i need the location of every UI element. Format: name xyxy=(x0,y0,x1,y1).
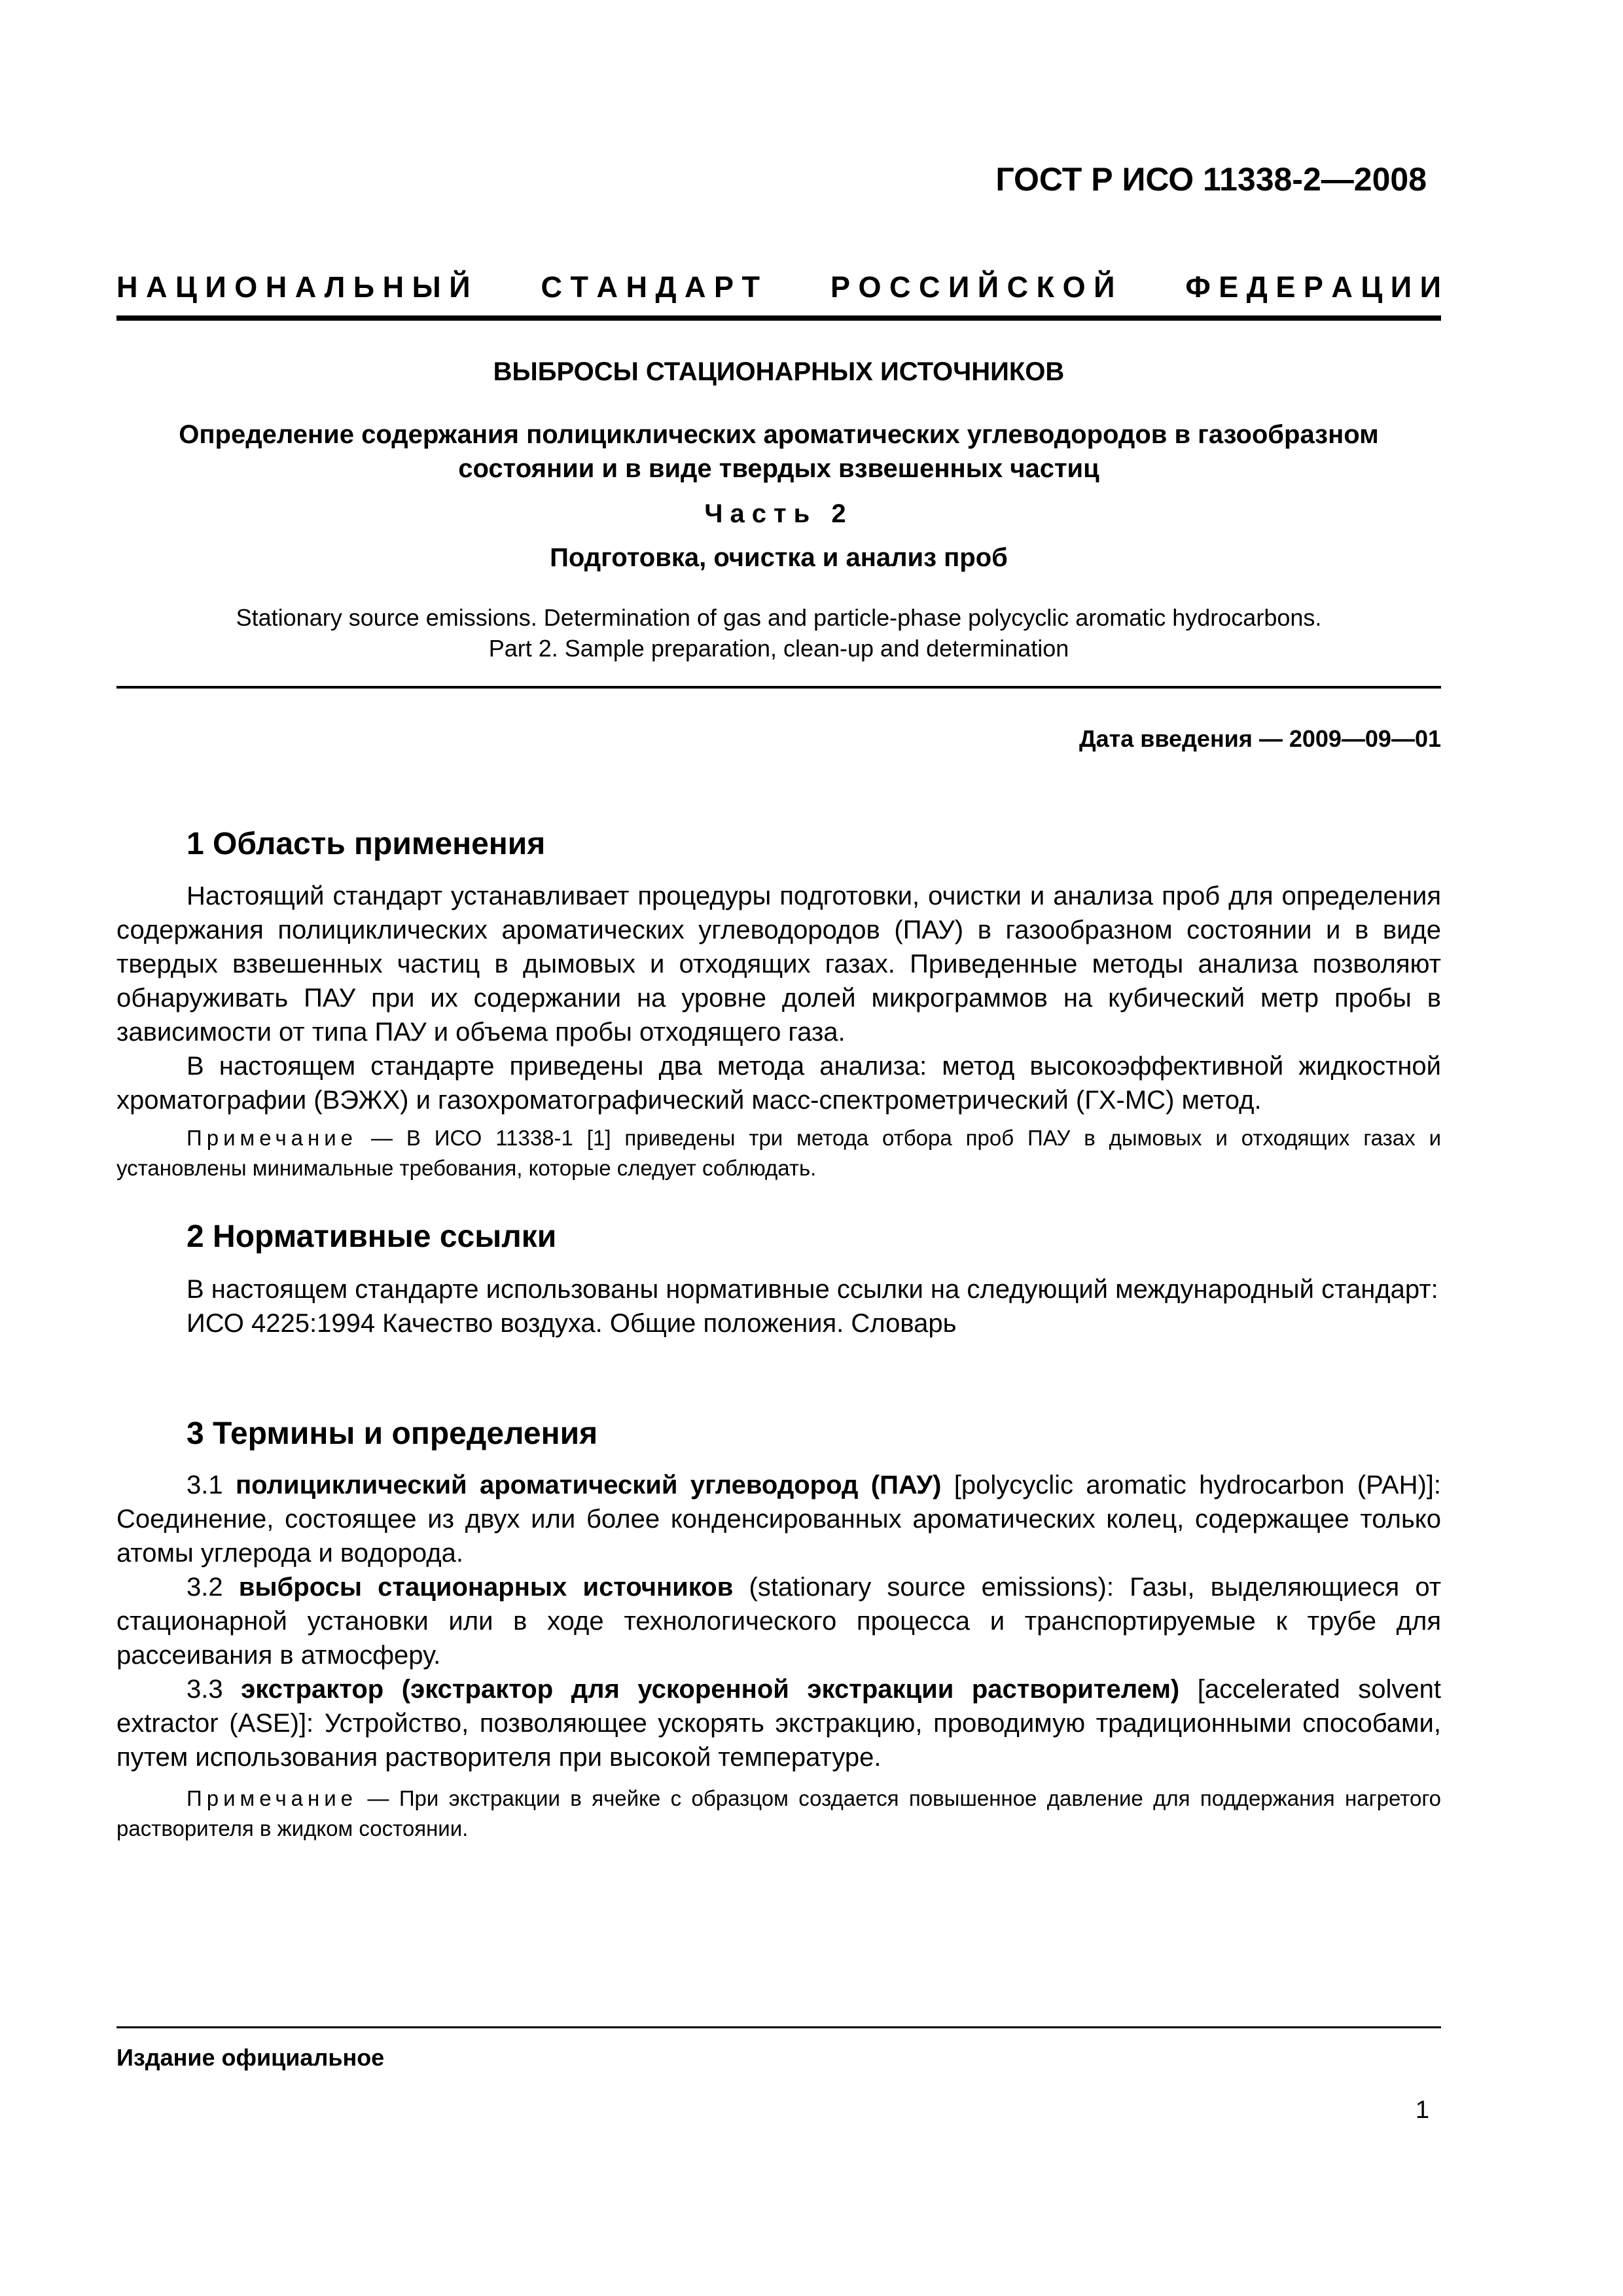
section-2-heading: 2 Нормативные ссылки xyxy=(187,1219,557,1254)
standard-code: ГОСТ Р ИСО 11338-2—2008 xyxy=(995,161,1427,198)
footer-divider xyxy=(116,2026,1441,2028)
english-title-line-1: Stationary source emissions. Determination of gas and particle-phase polycyclic aromatic hydrocarbons. xyxy=(236,604,1322,631)
note-label: Примечание xyxy=(187,1786,358,1810)
section-1-paragraph-1: Настоящий стандарт устанавливает процедуры подготовки, очистки и анализа проб для определения содержания полициклических ароматических углеводородов (ПАУ) в газообразном состоянии и в виде твердых взвешенных частиц в дымовых и отходящих газах. Приведенные методы анализа позволяют обнаруживать ПАУ при их содержании на уровне долей микрограммов на кубический метр пробы в зависимости от типа ПАУ и объема пробы отходящего газа. xyxy=(116,882,1441,1047)
section-1-body xyxy=(116,879,1441,1117)
english-title xyxy=(116,602,1441,664)
header-divider xyxy=(116,315,1441,321)
note-text: — При экстракции в ячейке с образцом создается повышенное давление для поддержания нагретого растворителя в жидком состоянии. xyxy=(116,1786,1441,1840)
note-label: Примечание xyxy=(187,1126,358,1150)
part-title: Подготовка, очистка и анализ проб xyxy=(550,543,1008,572)
section-3-note xyxy=(116,1784,1441,1844)
page-number: 1 xyxy=(1415,2096,1429,2124)
section-3-body xyxy=(116,1468,1441,1774)
subtitle-line-1: Определение содержания полициклических ароматических углеводородов в газообразном xyxy=(179,420,1379,449)
section-2-paragraph-1: В настоящем стандарте использованы нормативные ссылки на следующий международный стандарт: xyxy=(187,1275,1438,1304)
section-2-body xyxy=(116,1272,1441,1340)
banner-word-russian: Р О С С И Й С К О Й xyxy=(830,270,1115,304)
document-title: ВЫБРОСЫ СТАЦИОНАРНЫХ ИСТОЧНИКОВ xyxy=(493,357,1065,386)
introduction-date: Дата введения — 2009—09—01 xyxy=(1079,725,1441,752)
term-3-1: 3.1 полициклический ароматический углеводород (ПАУ) [polycyclic aromatic hydrocarbon (PAH)]: Соединение, состоящее из двух или более конденсированных ароматических колец, содержащее только атомы углерода и водорода. xyxy=(116,1471,1441,1568)
banner-word-national: Н А Ц И О Н А Л Ь Н Ы Й xyxy=(116,270,471,304)
section-1-heading: 1 Область применения xyxy=(187,827,546,861)
edition-label: Издание официальное xyxy=(116,2044,385,2071)
term-3-1-name: полициклический ароматический углеводород (ПАУ) xyxy=(235,1471,942,1499)
subtitle-line-2: состоянии и в виде твердых взвешенных частиц xyxy=(458,454,1099,483)
term-3-2: 3.2 выбросы стационарных источников (stationary source emissions): Газы, выделяющиеся от стационарной установки или в ходе технологического процесса и транспортируемые к трубе для рассеивания в атмосферу. xyxy=(116,1573,1442,1670)
section-2-reference: ИСО 4225:1994 Качество воздуха. Общие положения. Словарь xyxy=(187,1309,957,1338)
document-subtitle xyxy=(116,418,1441,486)
title-divider xyxy=(116,686,1441,689)
section-1-note xyxy=(116,1123,1441,1183)
banner-word-standard: С Т А Н Д А Р Т xyxy=(541,270,760,304)
national-standard-banner xyxy=(116,270,1441,304)
term-3-3-name: экстрактор (экстрактор для ускоренной экстракции растворителем) xyxy=(241,1675,1180,1704)
section-1-paragraph-2: В настоящем стандарте приведены два метода анализа: метод высокоэффективной жидкостной хроматографии (ВЭЖХ) и газохроматографический масс-спектрометрический (ГХ-МС) метод. xyxy=(116,1052,1441,1115)
part-label: Часть 2 xyxy=(704,499,853,528)
banner-word-federation: Ф Е Д Е Р А Ц И И xyxy=(1185,270,1441,304)
english-title-line-2: Part 2. Sample preparation, clean-up and determination xyxy=(488,635,1069,662)
term-3-3: 3.3 экстрактор (экстрактор для ускоренной экстракции растворителем) [accelerated solvent extractor (ASE)]: Устройство, позволяющее ускорять экстракцию, проводимую традиционными способами, путем использования растворителя при высокой температуре. xyxy=(116,1675,1441,1772)
section-3-heading: 3 Термины и определения xyxy=(187,1416,598,1451)
term-3-2-name: выбросы стационарных источников xyxy=(238,1573,734,1602)
note-text: — В ИСО 11338-1 [1] приведены три метода отбора проб ПАУ в дымовых и отходящих газах и установлены минимальные требования, которые следует соблюдать. xyxy=(116,1126,1441,1180)
